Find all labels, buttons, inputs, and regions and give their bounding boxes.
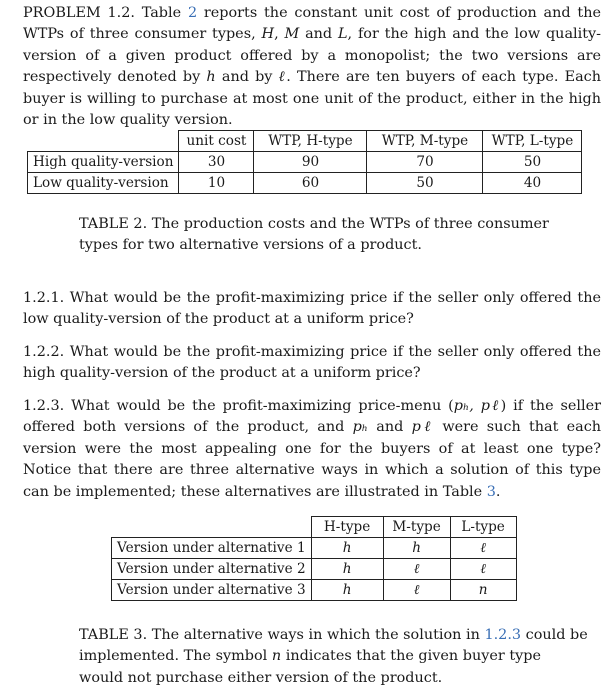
- table-3-caption: TABLE 3. The alternative ways in which the solution in 1.2.3 could be implemented. The symbol n indicates that the given buyer type would not purchase either version of the product.: [79, 627, 588, 686]
- table-cell: ℓ: [413, 560, 420, 577]
- table-cell: 10: [179, 173, 254, 194]
- table-row: [28, 173, 582, 194]
- header-h-type: H-type: [311, 517, 383, 538]
- table-cell: 90: [254, 152, 367, 173]
- table-cell: ℓ: [413, 581, 420, 598]
- table-row: [112, 538, 517, 559]
- question-number: 1.2.2.: [23, 344, 65, 360]
- header-wtp-l: WTP, L-type: [483, 131, 582, 152]
- header-unit-cost: unit cost: [179, 131, 254, 152]
- row-label: Version under alternative 2: [112, 559, 312, 580]
- caption-label: TABLE 2.: [79, 216, 148, 232]
- table-cell: 60: [254, 173, 367, 194]
- table-3-link[interactable]: 3: [486, 483, 496, 500]
- header-m-type: M-type: [383, 517, 450, 538]
- table-cell: 50: [367, 173, 483, 194]
- table-cell: 50: [483, 152, 582, 173]
- section-1-2-3-link[interactable]: 1.2.3: [484, 627, 522, 643]
- header-wtp-m: WTP, M-type: [367, 131, 483, 152]
- table-cell: h: [342, 560, 352, 577]
- table-cell: h: [342, 581, 352, 598]
- row-label: Low quality-version: [28, 173, 179, 194]
- table-3: [111, 516, 517, 601]
- table-cell: 30: [179, 152, 254, 173]
- table-row: [28, 152, 582, 173]
- question-1-2-3: 1.2.3. What would be the profit-maximizing price-menu (pₕ, pℓ) if the seller offered both versions of the product, and pₕ and pℓ were such that each version were the most appealing one for the buyers of at least one type? Notice that there are three alternative ways in which a solution of this type can be implemented; these alternatives are illustrated in Table 3.: [23, 398, 602, 500]
- row-label: Version under alternative 1: [112, 538, 312, 559]
- problem-statement: PROBLEM 1.2. Table 2 reports the constant unit cost of production and the WTPs of three consumer types, H, M and L, for the high and the low quality-version of a given product offered by a monopolist; the two versions are respectively denoted by h and by ℓ. There are ten buyers of each type. Each buyer is willing to purchase at most one unit of the product, either in the high or in the low quality version.: [23, 5, 602, 129]
- table-cell: ℓ: [480, 539, 486, 556]
- row-label: High quality-version: [28, 152, 179, 173]
- table-2-caption: TABLE 2. The production costs and the WTPs of three consumer types for two alternative versions of a product.: [79, 216, 549, 254]
- row-label: Version under alternative 3: [112, 580, 312, 601]
- table-cell: 40: [483, 173, 582, 194]
- table-cell: 70: [367, 152, 483, 173]
- table-2: [27, 130, 582, 194]
- question-number: 1.2.1.: [23, 290, 65, 306]
- caption-label: TABLE 3.: [79, 627, 148, 643]
- question-1-2-1: 1.2.1. What would be the profit-maximizing price if the seller only offered the low quality-version of the product at a uniform price?: [23, 290, 602, 328]
- table-2-link[interactable]: 2: [187, 5, 198, 21]
- table-row: [112, 559, 517, 580]
- header-wtp-h: WTP, H-type: [254, 131, 367, 152]
- question-number: 1.2.3.: [23, 398, 65, 414]
- table-cell: h: [342, 539, 352, 556]
- table-cell: ℓ: [480, 560, 486, 577]
- table-header-row: [28, 131, 582, 152]
- problem-label: PROBLEM 1.2.: [23, 5, 135, 21]
- table-cell: n: [478, 581, 488, 598]
- table-cell: h: [412, 539, 421, 556]
- table-row: [112, 580, 517, 601]
- header-l-type: L-type: [450, 517, 516, 538]
- question-1-2-2: 1.2.2. What would be the profit-maximizing price if the seller only offered the high quality-version of the product at a uniform price?: [23, 344, 602, 382]
- table-header-row: [112, 517, 517, 538]
